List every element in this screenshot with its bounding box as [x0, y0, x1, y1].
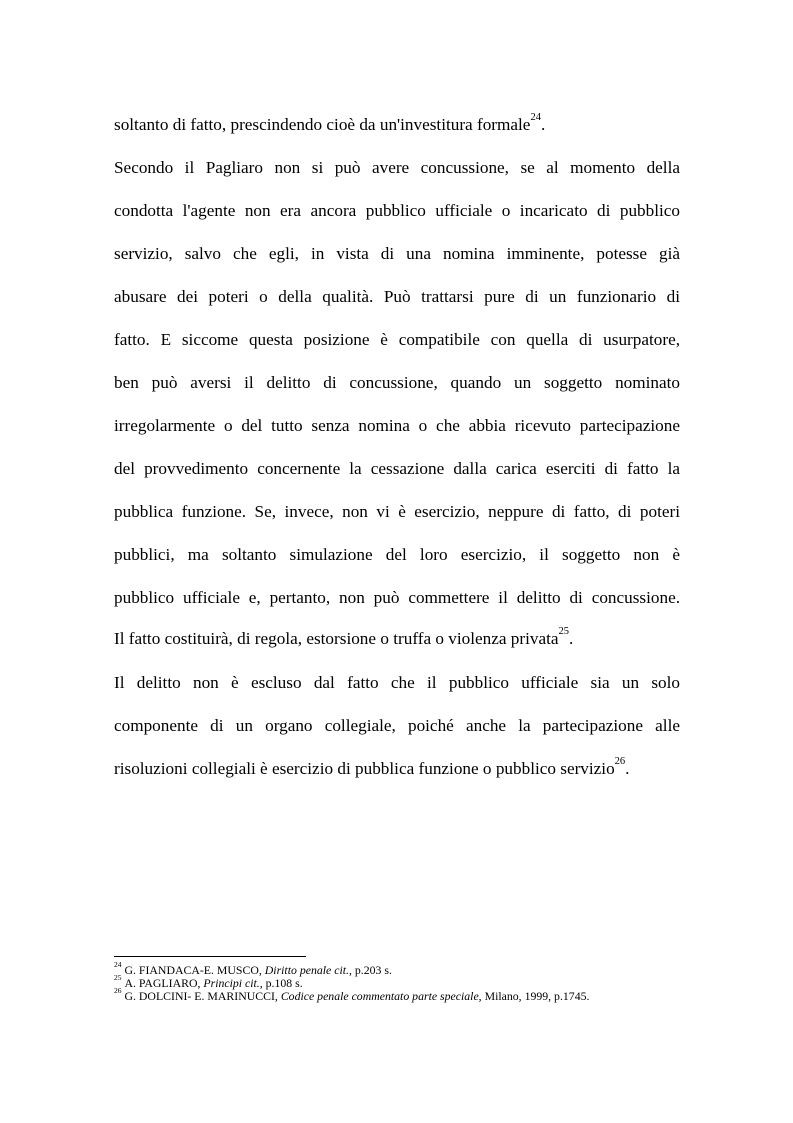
- body-line-2: Secondo il Pagliaro non si può avere concussione, se al momento della: [114, 158, 680, 177]
- footnote-title: Codice penale commentato parte speciale,: [280, 989, 482, 1003]
- body-line-15: componente di un organo collegiale, poiché anche la partecipazione alle: [114, 716, 680, 735]
- footnote-ref-25[interactable]: 25: [558, 626, 569, 638]
- body-line-7: ben può aversi il delitto di concussione, quando un soggetto nominato: [114, 373, 680, 392]
- body-line-10: pubblica funzione. Se, invece, non vi è esercizio, neppure di fatto, di poteri: [114, 502, 680, 521]
- body-line-1: soltanto di fatto, prescindendo cioè da un'investitura formale$^{24}$.: [114, 112, 546, 134]
- body-line-14: Il delitto non è escluso dal fatto che il pubblico ufficiale sia un solo: [114, 673, 680, 692]
- footnote-24: $^{24}$ G. FIANDACA-E. MUSCO, Diritto penale cit., p.203 s.: [114, 960, 392, 977]
- body-line-6: fatto. E siccome questa posizione è compatibile con quella di usurpatore,: [114, 330, 680, 349]
- footnote-title: Principi cit.: [203, 976, 260, 990]
- footnote-number: 24: [114, 960, 122, 970]
- footnote-25: $^{25}$ A. PAGLIARO, Principi cit., p.108 s.: [114, 973, 303, 990]
- body-line-3: condotta l'agente non era ancora pubblico ufficiale o incaricato di pubblico: [114, 201, 680, 220]
- footnote-number: 26: [114, 986, 122, 996]
- body-line-4: servizio, salvo che egli, in vista di una nomina imminente, potesse già: [114, 244, 680, 263]
- footnote-ref-26[interactable]: 26: [614, 756, 626, 768]
- footnote-number: 25: [114, 973, 122, 983]
- body-line-12: pubblico ufficiale e, pertanto, non può commettere il delitto di concussione.: [114, 588, 680, 607]
- body-line-16: risoluzioni collegiali è esercizio di pubblica funzione o pubblico servizio$^{26}$.: [114, 756, 630, 778]
- footnote-26: $^{26}$ G. DOLCINI- E. MARINUCCI, Codice penale commentato parte speciale, Milano, 1999, p.1745.: [114, 986, 590, 1003]
- body-line-5: abusare dei poteri o della qualità. Può trattarsi pure di un funzionario di: [114, 287, 680, 306]
- body-line-9: del provvedimento concernente la cessazione dalla carica eserciti di fatto la: [114, 459, 680, 478]
- body-line-8: irregolarmente o del tutto senza nomina o che abbia ricevuto partecipazione: [114, 416, 680, 435]
- footnote-title: Diritto penale cit.: [264, 963, 349, 977]
- footnote-ref-24[interactable]: 24: [530, 112, 541, 124]
- footnote-separator: [114, 956, 306, 957]
- body-line-11: pubblici, ma soltanto simulazione del loro esercizio, il soggetto non è: [114, 545, 680, 564]
- body-line-13: Il fatto costituirà, di regola, estorsione o truffa o violenza privata$^{25}$.: [114, 626, 574, 648]
